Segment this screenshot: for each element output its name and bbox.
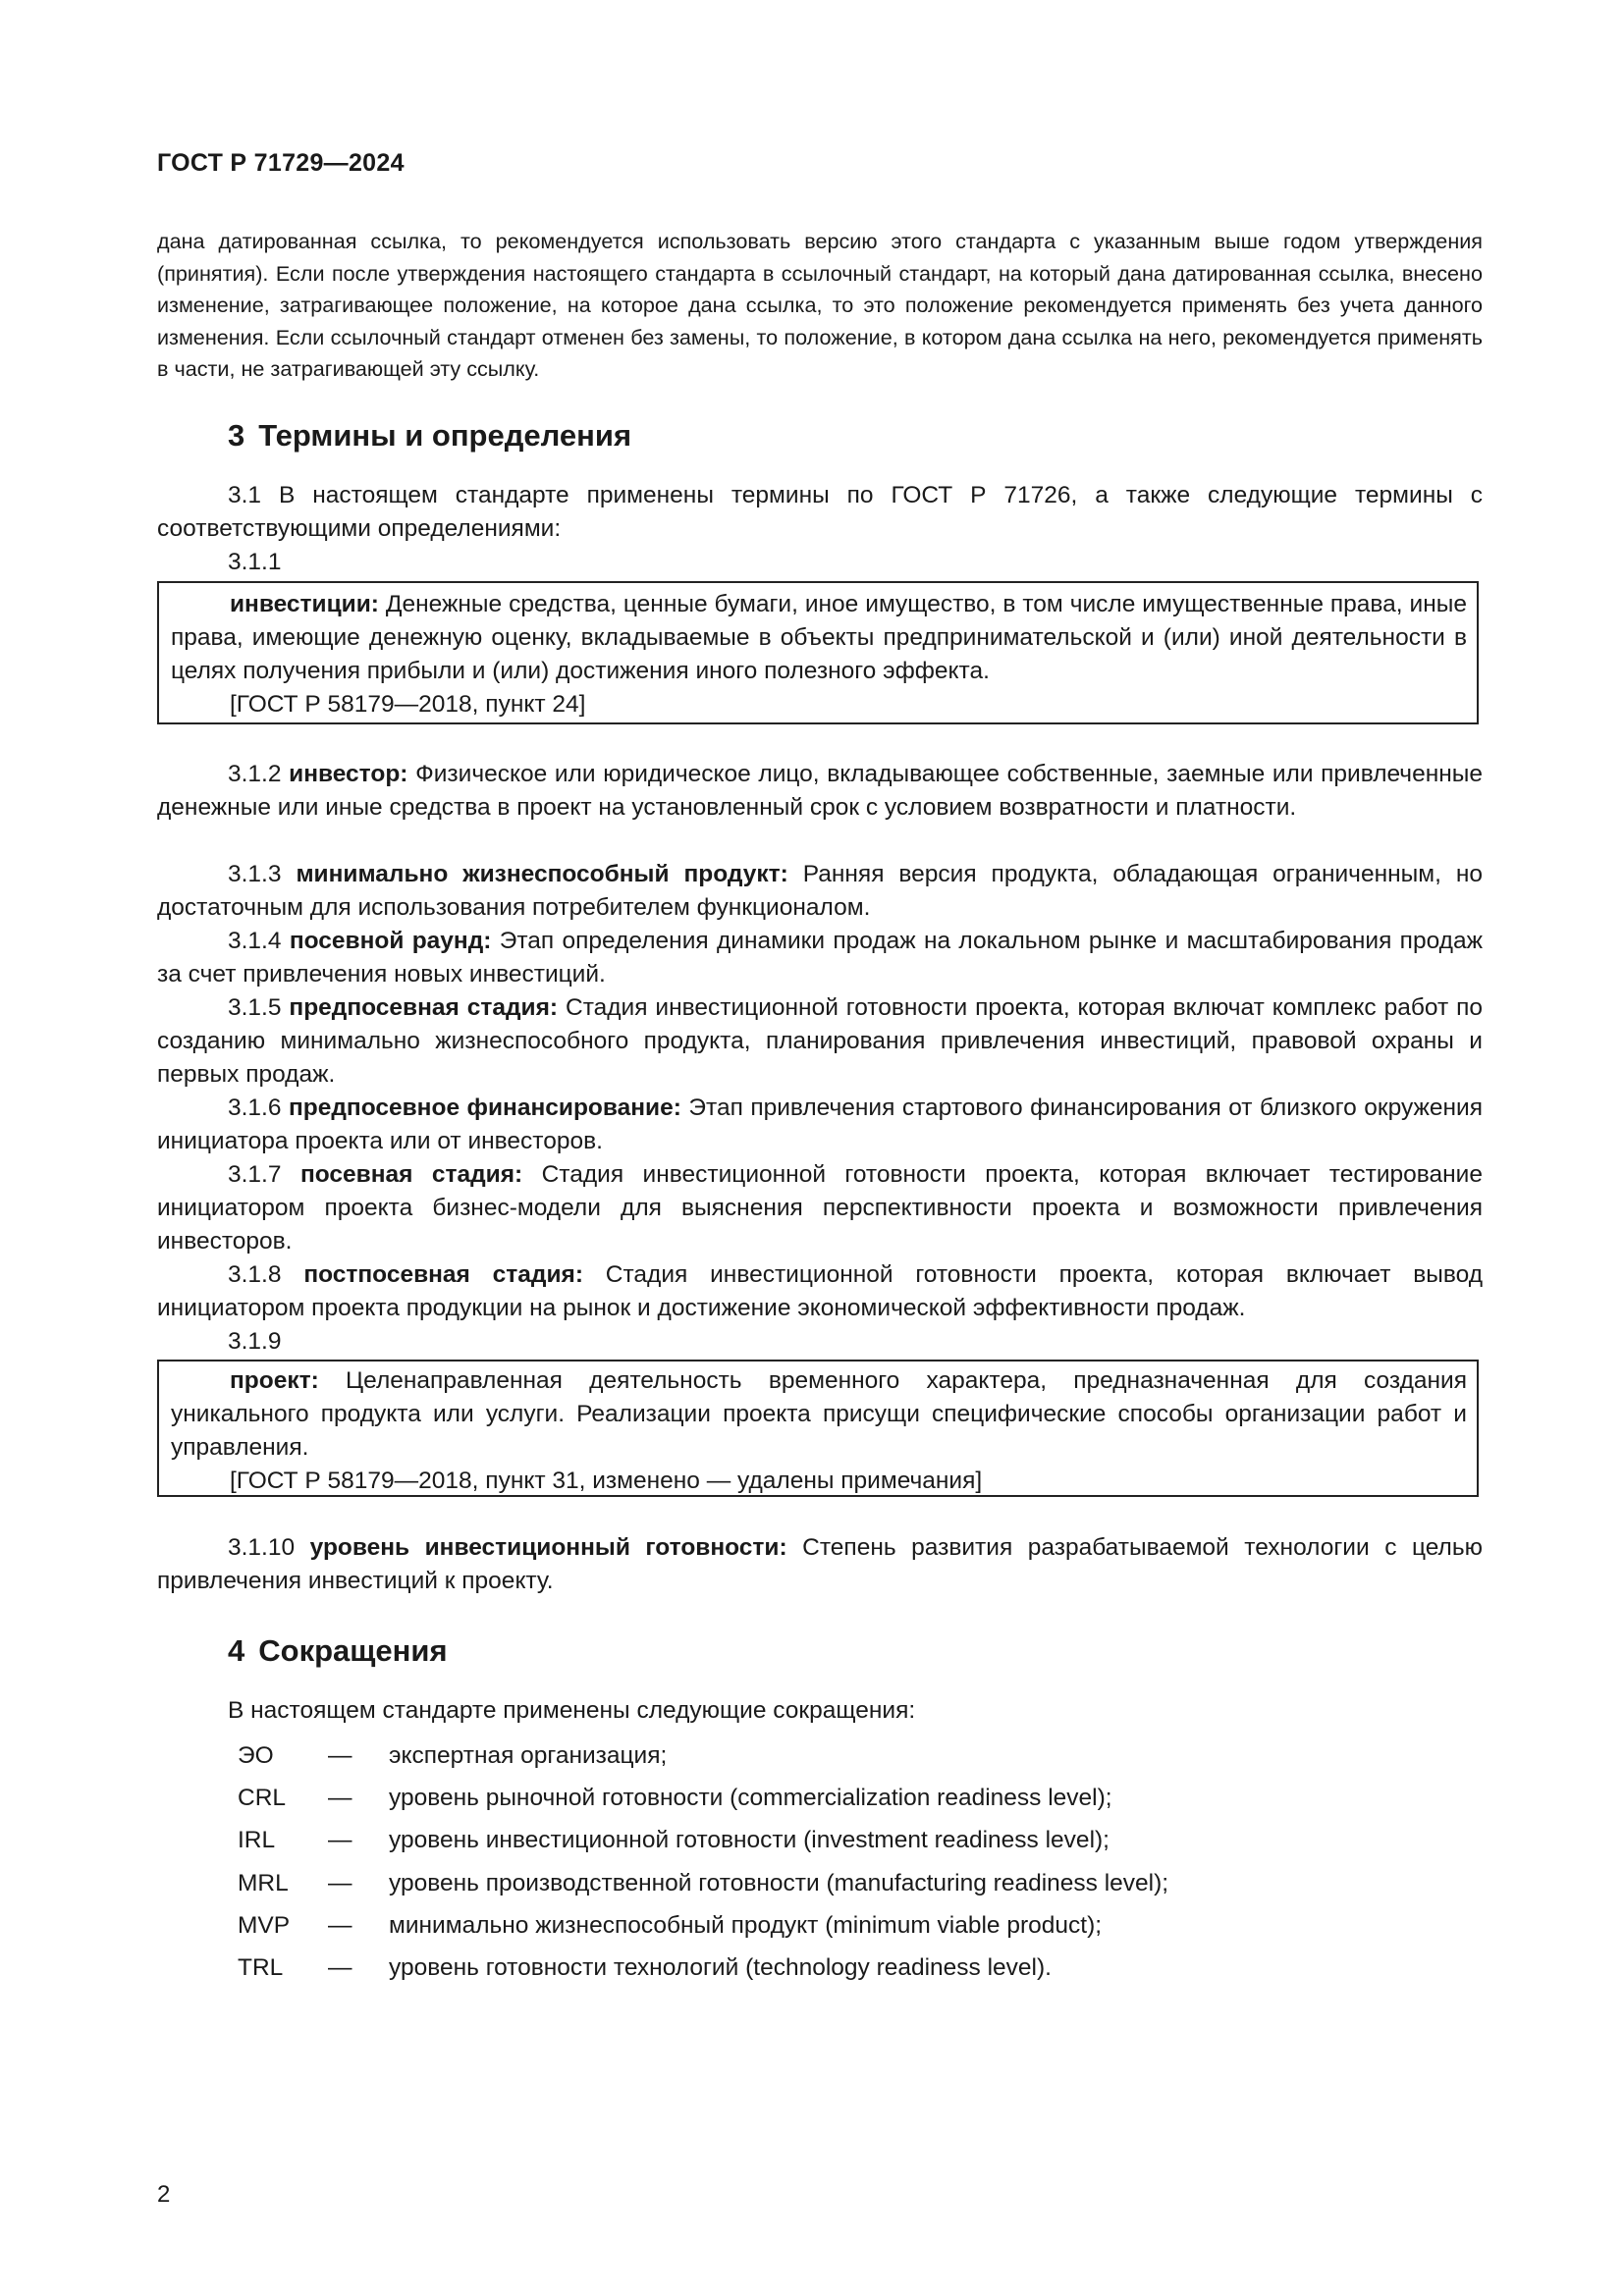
list-item	[238, 1782, 1168, 1824]
term-name: посевная стадия:	[299, 1161, 523, 1188]
term-3-1-10-number: 3.1.10	[228, 1534, 310, 1561]
abbr-text: экспертная организация;	[389, 1742, 668, 1769]
abbr-dash: —	[328, 1911, 352, 1939]
term-name: посевной раунд:	[289, 928, 492, 954]
term-definition: Стадия инвестиционной готовности проекта, которая включат комплекс работ по созданию минимально жизнеспособного продукта, планирования привлечения инвестиций, правовой охраны и первых продаж.	[157, 994, 1483, 1088]
term-3-1-10-text: Степень развития разрабатываемой технологии с целью привлечения инвестиций к проекту.	[157, 1534, 1483, 1594]
section-3-number: 3	[228, 418, 245, 453]
section-4-number: 4	[228, 1633, 245, 1668]
term-3-1-10	[157, 1531, 1483, 1598]
section-4-title: Сокращения	[258, 1633, 448, 1668]
term-definition: Ранняя версия продукта, обладающая ограниченным, но достаточным для использования потребителем функционалом.	[157, 861, 1483, 921]
abbr-dash: —	[328, 1953, 352, 1981]
term-number: 3.1.6	[228, 1095, 289, 1121]
abbr-dash: —	[328, 1869, 352, 1896]
list-item	[238, 1867, 1168, 1909]
abbr-code: ЭО	[238, 1742, 274, 1769]
term-definition: Физическое или юридическое лицо, вкладывающее собственные, заемные или привлеченные денежные или иные средства в проект на установленный срок с условием возвратности и платности.	[157, 761, 1483, 821]
term-3-1-4	[157, 925, 1483, 991]
abbr-text: уровень производственной готовности (manufacturing readiness level);	[389, 1869, 1169, 1896]
term-3-1-6	[157, 1092, 1483, 1158]
term-number: 3.1.2	[228, 761, 290, 787]
term-3-1-1-box	[157, 581, 1479, 724]
term-3-1-9-definition	[171, 1364, 1467, 1465]
abbr-dash: —	[328, 1827, 352, 1854]
term-3-1-2	[157, 758, 1483, 825]
abbr-text: уровень рыночной готовности (commercialization readiness level);	[389, 1785, 1112, 1812]
abbr-code: MVP	[238, 1911, 291, 1939]
term-3-1-8	[157, 1258, 1483, 1325]
term-3-1-3	[157, 858, 1483, 925]
term-3-1-1-text: Денежные средства, ценные бумаги, иное имущество, в том числе имущественные права, иные права, имеющие денежную оценку, вкладываемые в объекты предпринимательской и (или) иной деятельности в целях получения прибыли и (или) достижения иного полезного эффекта.	[171, 591, 1467, 684]
abbr-code: CRL	[238, 1785, 287, 1812]
section-4-lead: В настоящем стандарте применены следующие сокращения:	[228, 1697, 916, 1724]
term-definition: Этап привлечения стартового финансирования от близкого окружения инициатора проекта или от инвесторов.	[157, 1095, 1483, 1154]
term-name: предпосевная стадия:	[289, 994, 559, 1021]
term-3-1-1-number: 3.1.1	[228, 549, 282, 575]
document-header: ГОСТ Р 71729—2024	[157, 149, 405, 177]
term-definition: Стадия инвестиционной готовности проекта, которая включает вывод инициатором проекта продукции на рынок и достижение экономической эффективности продаж.	[157, 1261, 1483, 1321]
abbr-text: минимально жизнеспособный продукт (minimum viable product);	[389, 1911, 1103, 1939]
term-definition: Этап определения динамики продаж на локальном рынке и масштабирования продаж за счет привлечения новых инвестиций.	[157, 928, 1483, 988]
term-name: инвестор:	[289, 761, 408, 787]
term-3-1-1-source: [ГОСТ Р 58179—2018, пункт 24]	[230, 691, 586, 718]
term-number: 3.1.7	[228, 1161, 300, 1188]
term-3-1-1-term: инвестиции:	[230, 591, 379, 617]
term-number: 3.1.3	[228, 861, 297, 887]
section-3-heading	[228, 418, 631, 454]
term-number: 3.1.5	[228, 994, 290, 1021]
list-item	[238, 1824, 1168, 1866]
abbr-code: MRL	[238, 1869, 289, 1896]
abbr-code: IRL	[238, 1827, 276, 1854]
term-name: минимально жизнеспособный продукт:	[296, 861, 788, 887]
list-item	[238, 1951, 1168, 1994]
abbr-dash: —	[328, 1785, 352, 1812]
term-3-1-9-text: Целенаправленная деятельность временного характера, предназначенная для создания уникального продукта или услуги. Реализации проекта присущи специфические способы организации работ и управления.	[171, 1367, 1467, 1461]
section-3-title: Термины и определения	[258, 418, 632, 453]
term-3-1-1-definition	[171, 588, 1467, 688]
abbr-text: уровень готовности технологий (technology readiness level).	[389, 1953, 1052, 1981]
list-item	[238, 1739, 1168, 1782]
term-number: 3.1.4	[228, 928, 290, 954]
term-3-1-9-box	[157, 1360, 1479, 1497]
intro-paragraph: дана датированная ссылка, то рекомендуется использовать версию этого стандарта с указанным выше годом утверждения (принятия). Если после утверждения настоящего стандарта в ссылочный стандарт, на который дана датированная ссылка, внесено изменение, затрагивающее положение, на которое дана ссылка, то это положение рекомендуется применять без учета данного изменения. Если ссылочный стандарт отменен без замены, то положение, в котором дана ссылка на него, рекомендуется применять в части, не затрагивающей эту ссылку.	[157, 229, 1483, 381]
abbr-text: уровень инвестиционной готовности (investment readiness level);	[389, 1827, 1110, 1854]
section-4-heading	[228, 1633, 448, 1669]
term-name: постпосевная стадия:	[303, 1261, 583, 1288]
abbreviations-list	[238, 1739, 1168, 1994]
abbr-dash: —	[328, 1742, 352, 1769]
term-3-1-5	[157, 991, 1483, 1092]
term-3-1-9-source: [ГОСТ Р 58179—2018, пункт 31, изменено — удалены примечания]	[230, 1468, 983, 1494]
term-definition: Стадия инвестиционной готовности проекта, которая включает тестирование инициатором проекта бизнес-модели для выяснения перспективности проекта и возможности привлечения инвесторов.	[157, 1161, 1483, 1255]
page-number: 2	[157, 2181, 171, 2208]
list-item	[238, 1909, 1168, 1951]
term-3-1-10-term: уровень инвестиционный готовности:	[309, 1534, 787, 1561]
term-3-1-7	[157, 1158, 1483, 1258]
abbr-code: TRL	[238, 1953, 284, 1981]
term-3-1-9-number: 3.1.9	[228, 1328, 282, 1355]
term-name: предпосевное финансирование:	[288, 1095, 681, 1121]
term-3-1-9-term: проект:	[230, 1367, 319, 1394]
term-number: 3.1.8	[228, 1261, 304, 1288]
section-3-lead: 3.1 В настоящем стандарте применены термины по ГОСТ Р 71726, а также следующие термины с соответствующими определениями:	[157, 482, 1483, 542]
